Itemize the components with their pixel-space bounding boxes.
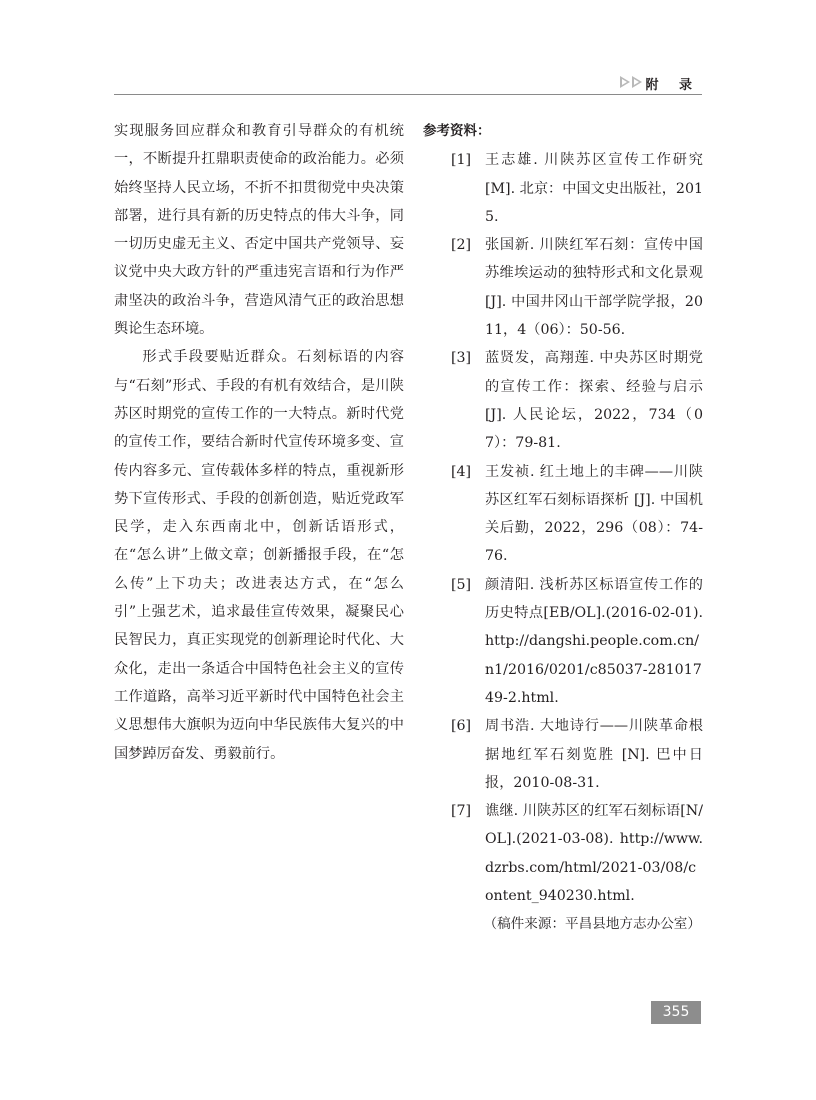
reference-text: 张国新. 川陕红军石刻：宣传中国苏维埃运动的独特形式和文化景观[J]. 中国井冈山干部学院学报，2011，4（06）：50-56. <box>485 237 703 339</box>
reference-number: [5] <box>451 576 472 593</box>
reference-number: [4] <box>451 463 472 480</box>
reference-text: 谯继. 川陕苏区的红军石刻标语[N/OL].(2021-03-08). http://www.dzrbs.com/html/2021-03/08/content_940230.html. <box>485 803 703 905</box>
reference-item <box>423 344 703 457</box>
triangle-icon <box>620 76 630 88</box>
reference-text: 王志雄. 川陕苏区宣传工作研究[M]. 北京：中国文史出版社，2015. <box>485 152 703 225</box>
body-paragraph: 形式手段要贴近群众。石刻标语的内容与“石刻”形式、手段的有机有效结合，是川陕苏区时期党的宣传工作的一大特点。新时代党的宣传工作，要结合新时代宣传环境多变、宣传内容多元、宣传载体多样的特点，重视新形势下宣传形式、手段的创新创造，贴近党政军民学，走入东西南北中，创新话语形式，在“怎么讲”上做文章；创新播报手段，在“怎么传”上下功夫；改进表达方式，在“怎么引”上强艺术，追求最佳宣传效果，凝聚民心民智民力，真正实现党的创新理论时代化、大众化，走出一条适合中国特色社会主义的宣传工作道路，高举习近平新时代中国特色社会主义思想伟大旗帜为迈向中华民族伟大复兴的中国梦踔厉奋发、勇毅前行。 <box>114 349 404 762</box>
triangle-icon <box>632 76 642 88</box>
reference-text: 王发祯. 红土地上的丰碑——川陕苏区红军石刻标语探析 [J]. 中国机关后勤，2022，296（08）：74-76. <box>485 463 703 565</box>
reference-number: [1] <box>451 152 472 169</box>
body-paragraph: 实现服务回应群众和教育引导群众的有机统一，不断提升扛鼎职责使命的政治能力。必须始终坚持人民立场，不折不扣贯彻党中央决策部署，进行具有新的历史特点的伟大斗争，同一切历史虚无主义、否定中国共产党领导、妄议党中央大政方针的严重违宪言语和行为作严肃坚决的政治斗争，营造风清气正的政治思想舆论生态环境。 <box>114 123 404 338</box>
section-label: 附 录 <box>645 78 700 93</box>
reference-number: [6] <box>451 718 472 735</box>
page-number: 355 <box>651 1001 701 1024</box>
reference-number: [2] <box>451 237 472 254</box>
reference-text: 周书浩. 大地诗行——川陕革命根据地红军石刻览胜 [N]. 巴中日报，2010-08-31. <box>485 718 703 791</box>
body-text-column <box>114 117 404 768</box>
references-title: 参考资料： <box>423 123 491 139</box>
reference-text: 蓝贤发，高翔莲. 中央苏区时期党的宣传工作：探索、经验与启示[J]. 人民论坛，2022，734（07）：79-81. <box>485 350 703 452</box>
reference-item <box>423 146 703 231</box>
reference-item <box>423 712 703 797</box>
header-divider <box>114 94 702 95</box>
reference-text: 颜清阳. 浅析苏区标语宣传工作的历史特点[EB/OL].(2016-02-01). http://dangshi.people.com.cn/n1/2016/0201/c85037-28101749-2.html. <box>485 576 703 706</box>
running-header <box>114 72 702 94</box>
reference-item <box>423 797 703 910</box>
reference-number: [3] <box>451 350 472 367</box>
reference-item <box>423 458 703 571</box>
references-column <box>423 117 703 952</box>
source-note: （稿件来源：平昌县地方志办公室） <box>483 916 701 933</box>
reference-item <box>423 571 703 712</box>
reference-item <box>423 231 703 344</box>
double-triangle-arrow-icon <box>620 74 642 88</box>
reference-number: [7] <box>451 803 472 820</box>
